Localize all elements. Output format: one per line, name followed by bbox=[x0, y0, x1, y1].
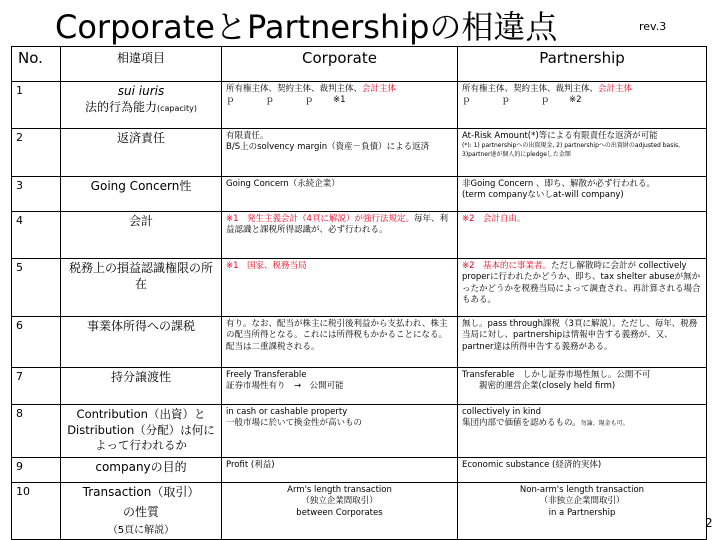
cell-line: 親密的運営企業(closely held firm) bbox=[462, 381, 616, 392]
cell-line: （非独立企業間取引） bbox=[539, 496, 625, 507]
cell-line: 非Going Concern 、即ち、解散が必ず行われる。 bbox=[462, 179, 655, 189]
cell-line bbox=[462, 418, 702, 429]
cell-line: （独立企業間取引） bbox=[301, 496, 378, 507]
row-number: 10 bbox=[12, 483, 61, 540]
row-item bbox=[61, 82, 222, 129]
table-header-row bbox=[12, 47, 707, 82]
cell-text: 毎年、利益認識と課税所得認識が、必ず行われる。 bbox=[226, 214, 448, 236]
cell-line: in cash or cashable property bbox=[226, 407, 348, 417]
row-item bbox=[61, 483, 222, 540]
header-no: No. bbox=[12, 47, 61, 82]
corporate-cell bbox=[222, 483, 458, 540]
cell-line: ｐ ｐ ｐ ※1 bbox=[226, 95, 346, 106]
corporate-cell bbox=[222, 259, 458, 317]
item-line: （5頁に解説） bbox=[107, 525, 175, 537]
cell-highlight: ※1 発生主義会計（4頁に解説）が強行法規定。 bbox=[226, 214, 414, 224]
row-item: 持分譲渡性 bbox=[61, 368, 222, 405]
corporate-cell bbox=[222, 405, 458, 458]
row-item: 返済責任 bbox=[61, 129, 222, 177]
cell-line: Transferable しかし証券市場性無し。公開不可 bbox=[462, 370, 651, 380]
corporate-cell bbox=[222, 368, 458, 405]
table-row bbox=[12, 405, 707, 458]
cell-line: collectively in kind bbox=[462, 407, 542, 417]
row-item: 事業体所得への課税 bbox=[61, 317, 222, 368]
table-row bbox=[12, 177, 707, 212]
cell-line bbox=[462, 84, 702, 95]
row-number: 6 bbox=[12, 317, 61, 368]
table-row bbox=[12, 82, 707, 129]
item-text: Contribution（出資）と Distribution（分配）は何によって行われるか bbox=[67, 407, 215, 453]
cell-line: 証券市場性有り → 公開可能 bbox=[226, 381, 344, 392]
cell-line: ｐ ｐ ｐ ※2 bbox=[462, 95, 582, 106]
corporate-cell: Profit (利益) bbox=[222, 458, 458, 483]
table-row bbox=[12, 458, 707, 483]
cell-line: 有限責任。 bbox=[226, 131, 269, 141]
cell-line: Freely Transferable bbox=[226, 370, 307, 380]
cell-line: At-Risk Amount(*)等による有限責任な返済が可能 bbox=[462, 131, 658, 141]
row-item: Going Concern性 bbox=[61, 177, 222, 212]
item-subtext: (capacity) bbox=[157, 103, 198, 113]
cell-text: 所有権主体、契約主体、裁判主体、 bbox=[226, 84, 363, 94]
cell-highlight: ※1 国家、税務当局 bbox=[226, 261, 307, 271]
row-number: 4 bbox=[12, 212, 61, 259]
row-number: 9 bbox=[12, 458, 61, 483]
row-number: 8 bbox=[12, 405, 61, 458]
corporate-cell: 有り。なお、配当が株主に税引後利益から支払われ、株主の配当所得となる。これには所得税もかかることになる。配当は二重課税される。 bbox=[222, 317, 458, 368]
cell-text: ただし解散時に会計が collectively properに行われたかどうか、即ち、tax shelter abuseが無かったかどうかを税務当局によって調査され、再計算される場合もある。 bbox=[462, 261, 701, 306]
cell-highlight: ※2 基本的に事業者。 bbox=[462, 261, 552, 271]
cell-highlight: 会計主体 bbox=[598, 84, 633, 94]
partnership-cell bbox=[458, 483, 707, 540]
cell-note: 勿論、現金も可。 bbox=[580, 420, 629, 428]
row-item: 会計 bbox=[61, 212, 222, 259]
table-row bbox=[12, 259, 707, 317]
cell-highlight: 会計主体 bbox=[362, 84, 397, 94]
table-row bbox=[12, 212, 707, 259]
row-number: 3 bbox=[12, 177, 61, 212]
partnership-cell bbox=[458, 82, 707, 129]
row-item: 税務上の損益認識権限の所在 bbox=[61, 259, 222, 317]
corporate-cell: Going Concern（永続企業） bbox=[222, 177, 458, 212]
corporate-cell bbox=[222, 82, 458, 129]
table-row bbox=[12, 129, 707, 177]
partnership-cell bbox=[458, 129, 707, 177]
cell-line: Non-arm's length transaction bbox=[519, 485, 645, 495]
cell-text: 集団内部で価値を認めるもの。 bbox=[462, 418, 581, 429]
page-number: 2 bbox=[705, 516, 713, 530]
partnership-cell bbox=[458, 212, 707, 259]
revision-label: rev.3 bbox=[639, 20, 667, 33]
row-item bbox=[61, 405, 222, 458]
table-row bbox=[12, 368, 707, 405]
cell-line: B/S上のsolvency margin（資産－負債）による返済 bbox=[226, 142, 430, 153]
header-partnership: Partnership bbox=[458, 47, 707, 82]
partnership-cell: Economic substance (経済的実体) bbox=[458, 458, 707, 483]
cell-line: (term companyないしat-will company) bbox=[462, 190, 624, 201]
item-text: 法的行為能力 bbox=[84, 99, 157, 114]
header-corporate: Corporate bbox=[222, 47, 458, 82]
cell-footnote: (*): 1) partnershipへの出資現金, 2) partnershipへの出資財のadjusted basis, 3)partner達が個人的にpledgeした金額 bbox=[462, 142, 681, 158]
cell-line: between Corporates bbox=[296, 507, 383, 518]
partnership-cell bbox=[458, 368, 707, 405]
item-line: Transaction（取引） bbox=[82, 485, 200, 499]
partnership-cell bbox=[458, 259, 707, 317]
partnership-cell bbox=[458, 177, 707, 212]
partnership-cell: 無し。pass through課税（3頁に解説）。ただし、毎年、税務当局に対し、partnershipは情報申告する義務が、又、partner達は所得申告する義務がある。 bbox=[458, 317, 707, 368]
row-item: companyの目的 bbox=[61, 458, 222, 483]
cell-line: Arm's length transaction bbox=[287, 485, 392, 495]
row-number: 5 bbox=[12, 259, 61, 317]
row-number: 2 bbox=[12, 129, 61, 177]
table-row bbox=[12, 317, 707, 368]
item-line bbox=[65, 100, 217, 116]
partnership-cell bbox=[458, 405, 707, 458]
corporate-cell bbox=[222, 129, 458, 177]
cell-line bbox=[226, 84, 453, 95]
corporate-cell bbox=[222, 212, 458, 259]
cell-line: in a Partnership bbox=[548, 507, 616, 518]
cell-text: 所有権主体、契約主体、裁判主体、 bbox=[462, 84, 599, 94]
item-line: の性質 bbox=[122, 504, 159, 519]
table-row bbox=[12, 483, 707, 540]
comparison-table bbox=[11, 46, 707, 540]
page-title: CorporateとPartnershipの相違点 bbox=[55, 8, 558, 46]
header-item: 相違項目 bbox=[61, 47, 222, 82]
row-number: 7 bbox=[12, 368, 61, 405]
cell-highlight: ※2 会計自由。 bbox=[462, 214, 526, 224]
cell-line: 一般市場に於いて換金性が高いもの bbox=[226, 418, 363, 429]
row-number: 1 bbox=[12, 82, 61, 129]
item-line: sui iuris bbox=[117, 84, 165, 98]
